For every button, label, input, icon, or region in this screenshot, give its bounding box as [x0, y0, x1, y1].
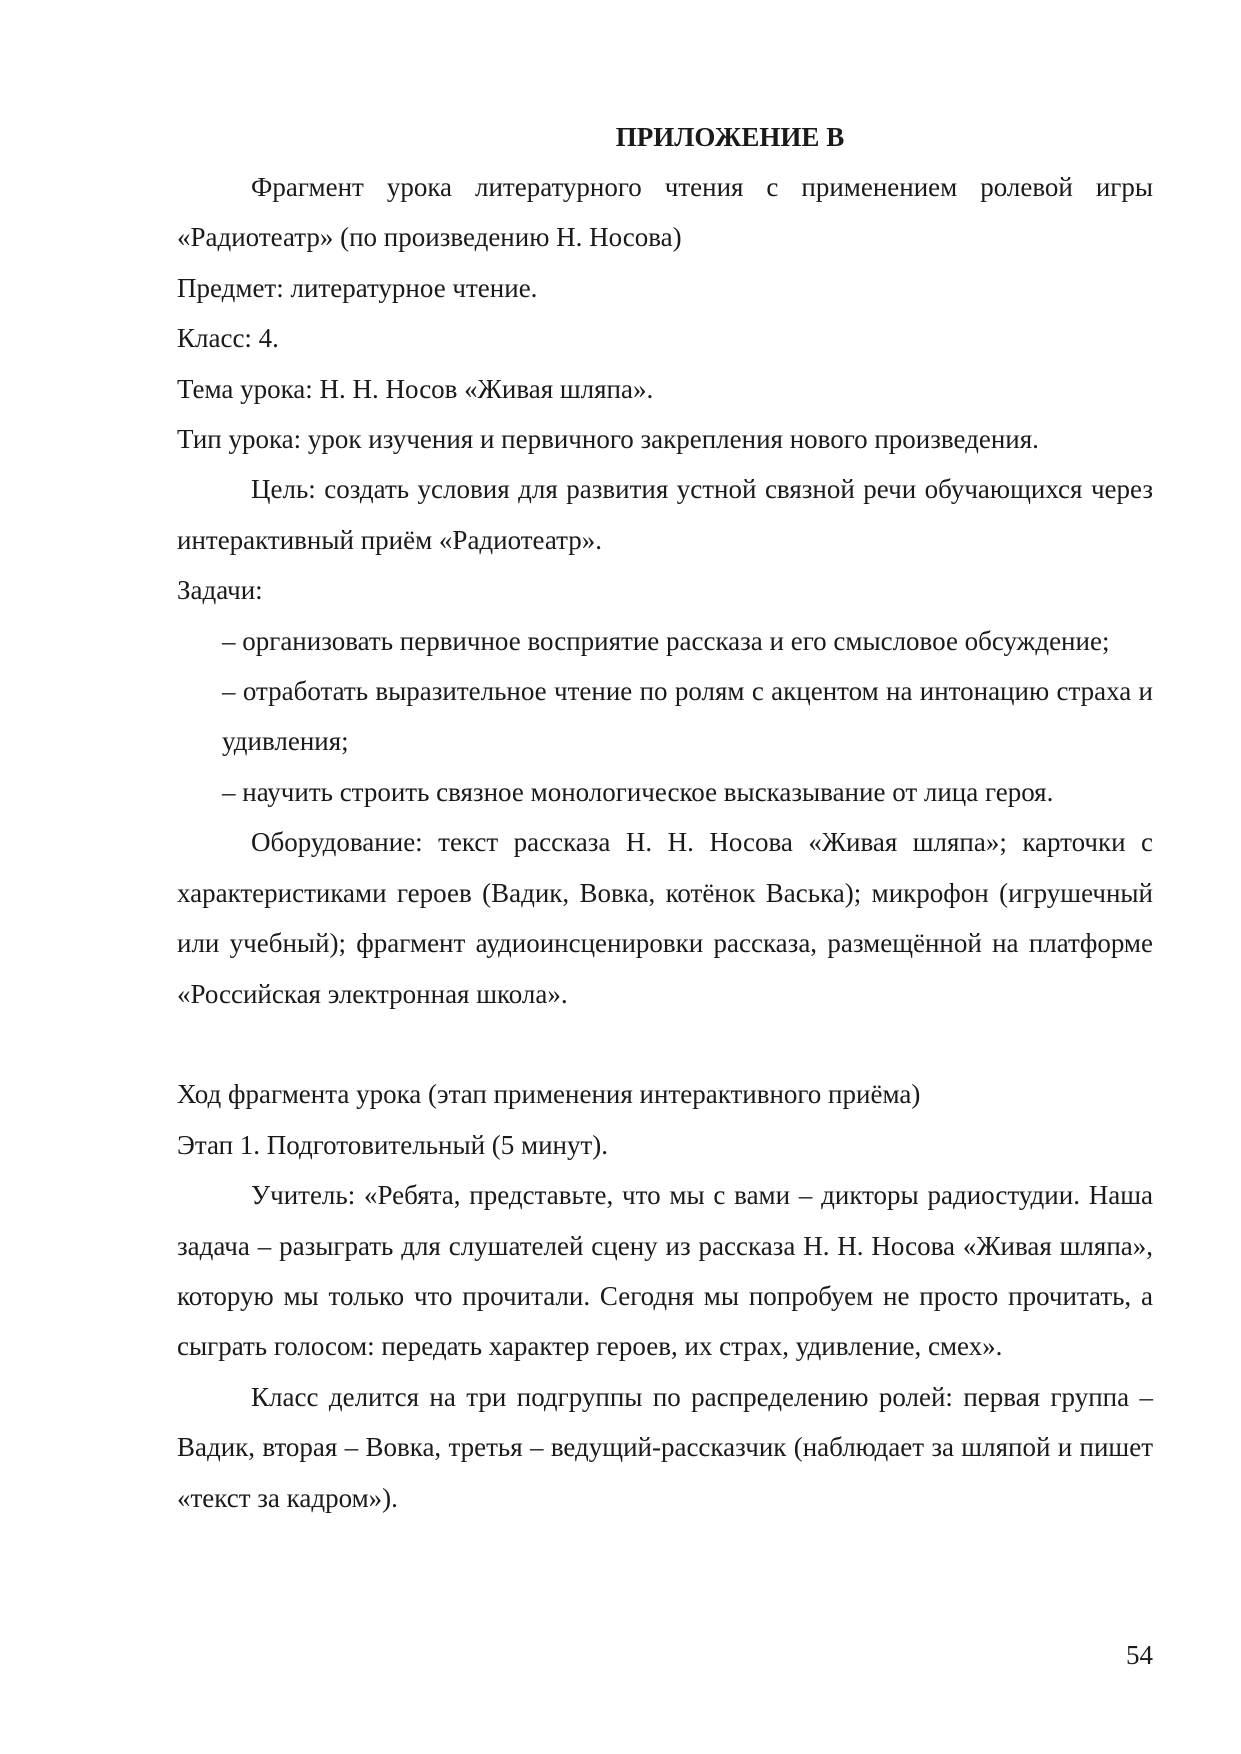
teacher-speech-paragraph: Учитель: «Ребята, представьте, что мы с вами – дикторы радиостудии. Наша задача – разыграть для слушателей сцену из рассказа Н. Н. Носова «Живая шляпа», которую мы только что прочитали. Сегодня мы попробуем не просто прочитать, а сыграть голосом: передать характер героев, их страх, удивление, смех».	[177, 1180, 1153, 1362]
tasks-list	[177, 616, 1153, 818]
list-item: – организовать первичное восприятие рассказа и его смысловое обсуждение;	[222, 625, 1110, 656]
subject-line: Предмет: литературное чтение.	[177, 272, 538, 303]
topic-line: Тема урока: Н. Н. Носов «Живая шляпа».	[177, 373, 654, 404]
equipment-paragraph: Оборудование: текст рассказа Н. Н. Носова «Живая шляпа»; карточки с характеристиками героев (Вадик, Вовка, котёнок Васька); микрофон (игрушечный или учебный); фрагмент аудиоинсценировки рассказа, размещённой на платформе «Российская электронная школа».	[177, 827, 1153, 1009]
course-heading: Ход фрагмента урока (этап применения интерактивного приёма)	[177, 1079, 921, 1110]
page-number: 54	[1126, 1640, 1153, 1670]
class-division-paragraph: Класс делится на три подгруппы по распределению ролей: первая группа – Вадик, вторая – Вовка, третья – ведущий-рассказчик (наблюдает за шляпой и пишет «текст за кадром»).	[177, 1381, 1153, 1513]
document-page	[177, 112, 1153, 1523]
list-item: – отработать выразительное чтение по ролям с акцентом на интонацию страха и удивления;	[222, 676, 1153, 757]
lesson-type-line: Тип урока: урок изучения и первичного закрепления нового произведения.	[177, 424, 1039, 455]
grade-line: Класс: 4.	[177, 323, 279, 354]
appendix-title: ПРИЛОЖЕНИЕ В	[615, 122, 845, 152]
intro-paragraph: Фрагмент урока литературного чтения с применением ролевой игры «Радиотеатр» (по произведению Н. Носова)	[177, 172, 1153, 253]
stage-heading: Этап 1. Подготовительный (5 минут).	[177, 1129, 609, 1160]
list-item: – научить строить связное монологическое высказывание от лица героя.	[222, 776, 1054, 807]
paragraph-gap	[177, 1019, 1153, 1069]
tasks-heading: Задачи:	[177, 575, 263, 606]
goal-paragraph: Цель: создать условия для развития устной связной речи обучающихся через интерактивный приём «Радиотеатр».	[177, 474, 1153, 555]
